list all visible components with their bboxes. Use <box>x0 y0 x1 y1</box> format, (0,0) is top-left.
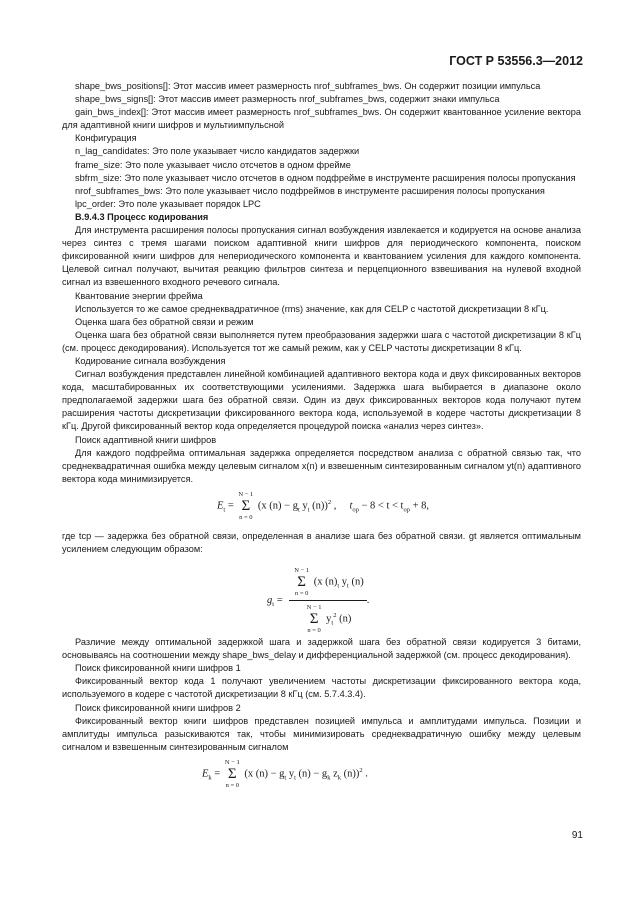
paragraph: Различие между оптимальной задержкой шага и задержкой шага без обратной связи кодируется 3 битами, основываясь на соотношении между shape_bws_delay и дифференциальной задержкой (см. процесс декодирования). <box>62 637 581 661</box>
page-body <box>62 80 581 800</box>
paragraph: Оценка шага без обратной связи и режим <box>75 316 254 327</box>
paragraph: shape_bws_signs[]: Этот массив имеет размерность nrof_subframes_bws, содержит знаки импульса <box>75 94 500 105</box>
document-id: ГОСТ Р 53556.3—2012 <box>449 54 583 68</box>
paragraph: Используется то же самое среднеквадратичное (rms) значение, как для CELP с частотой дискретизации 8 кГц. <box>75 303 549 314</box>
paragraph: Оценка шага без обратной связи выполняется путем преобразования задержки шага с частотой дискретизации 8 кГц (см. процесс декодирования). Используется тот же самый режим, как у CELP частоты дискретизации 8 кГц. <box>62 329 581 353</box>
paragraph: Фиксированный вектор кода 1 получают увеличением частоты дискретизации фиксированного вектора кода, используемого в кодере с частотой дискретизации 8 кГц (см. 5.7.4.3.4). <box>62 676 581 700</box>
section-heading: В.9.4.3 Процесс кодирования <box>75 211 209 222</box>
page-number: 91 <box>571 830 583 841</box>
paragraph: Квантование энергии фрейма <box>75 290 203 301</box>
paragraph: nrof_subframes_bws: Это поле указывает число подфреймов в инструменте расширения полосы пропускания <box>75 185 545 196</box>
formula-error-adaptive: $E_t$ = N − 1 Σ n = 0 (x $(n) - g_t$ $y_t$ (n))$^2$ , $t_{op} - 8 < t < t_{op} + 8$, <box>217 490 430 521</box>
paragraph: Поиск фиксированной книги шифров 2 <box>75 702 241 713</box>
paragraph: Фиксированный вектор книги шифров представлен позицией импульса и амплитудами импульса. Позиции и амплитуды импульса разыскиваются так, чтобы минимизировать среднеквадратичную ошибку между целевым сигналом и взвешенным синтезированным сигналом <box>62 715 581 752</box>
paragraph: Кодирование сигнала возбуждения <box>75 355 226 366</box>
paragraph: Для инструмента расширения полосы пропускания сигнал возбуждения извлекается и кодируется на основе анализа через синтез с тремя шагами поиском адаптивной книги шифров для периодического компонента, поиском фиксированной книги шифров для непериодического компонента и квантованием усиления для каждого компонента. Целевой сигнал получают, вычитая реакцию фильтров синтеза и перцепционного взвешивания на нулевой входной сигнал из взвешенного входного речевого сигнала. <box>62 225 581 288</box>
paragraph: sbfrm_size: Это поле указывает число отсчетов в одном подфрейме в инструменте расширения полосы пропускания <box>75 172 576 183</box>
paragraph: n_lag_candidates: Это поле указывает число кандидатов задержки <box>75 146 360 157</box>
paragraph: где tcp — задержка без обратной связи, определенная в анализе шага без обратной связи. gt является оптимальным усилением следующим образом: <box>62 530 581 554</box>
paragraph: Поиск адаптивной книги шифров <box>75 434 217 445</box>
paragraph: frame_size: Это поле указывает число отсчетов в одном фрейме <box>75 159 351 170</box>
formula-error-fixed: $E_k$ = N − 1 Σ n = 0 (x $(n) - g_t$ $y_t$ $(n) - g_k$ $z_k$ (n))$^2$ . <box>202 758 368 789</box>
paragraph: gain_bws_index[]: Этот массив имеет размерность nrof_subframes_bws. Он содержит квантованное усиление вектора для адаптивной книги шифров и мультиимпульсной <box>62 107 581 131</box>
paragraph: Сигнал возбуждения представлен линейной комбинацией адаптивного вектора кода и двух фиксированных векторов кода, масштабированных их соответствующими усилениями. Задержка шага выбирается в диапазоне около предполагаемой задержки шага без обратной связи. Один из двух фиксированных векторов кода получают путем расширения частоты дискретизации фиксированного вектора кода, используемой в кодере частоты дискретизации 8 кГц. Другой фиксированный вектор кода определяется процедурой поиска «анализ через синтез». <box>62 369 581 432</box>
paragraph: Конфигурация <box>75 133 137 144</box>
fraction: N − 1 Σ n = 0 (x $(n)_t$ $y_t$ (n) N − 1 Σ n = 0 $y_t^2$ (n) <box>289 566 367 635</box>
formula-optimal-gain: $g_t$ = N − 1 Σ n = 0 (x $(n)_t$ $y_t$ (n) N − 1 Σ n = 0 $y_t^2$ (n) . <box>267 567 370 635</box>
paragraph: Для каждого подфрейма оптимальная задержка определяется посредством анализа с обратной связью так, что среднеквадратичная ошибка между целевым сигналом x(n) и взвешенным синтезированным сигналом yt(n) адаптивного вектора кода минимизируется. <box>62 447 581 484</box>
paragraph: lpc_order: Это поле указывает порядок LPC <box>75 198 261 209</box>
paragraph: Поиск фиксированной книги шифров 1 <box>75 663 241 674</box>
paragraph: shape_bws_positions[]: Этот массив имеет размерность nrof_subframes_bws. Он содержит позиции импульса <box>75 81 541 91</box>
summation-symbol: N − 1 Σ n = 0 <box>238 490 254 521</box>
